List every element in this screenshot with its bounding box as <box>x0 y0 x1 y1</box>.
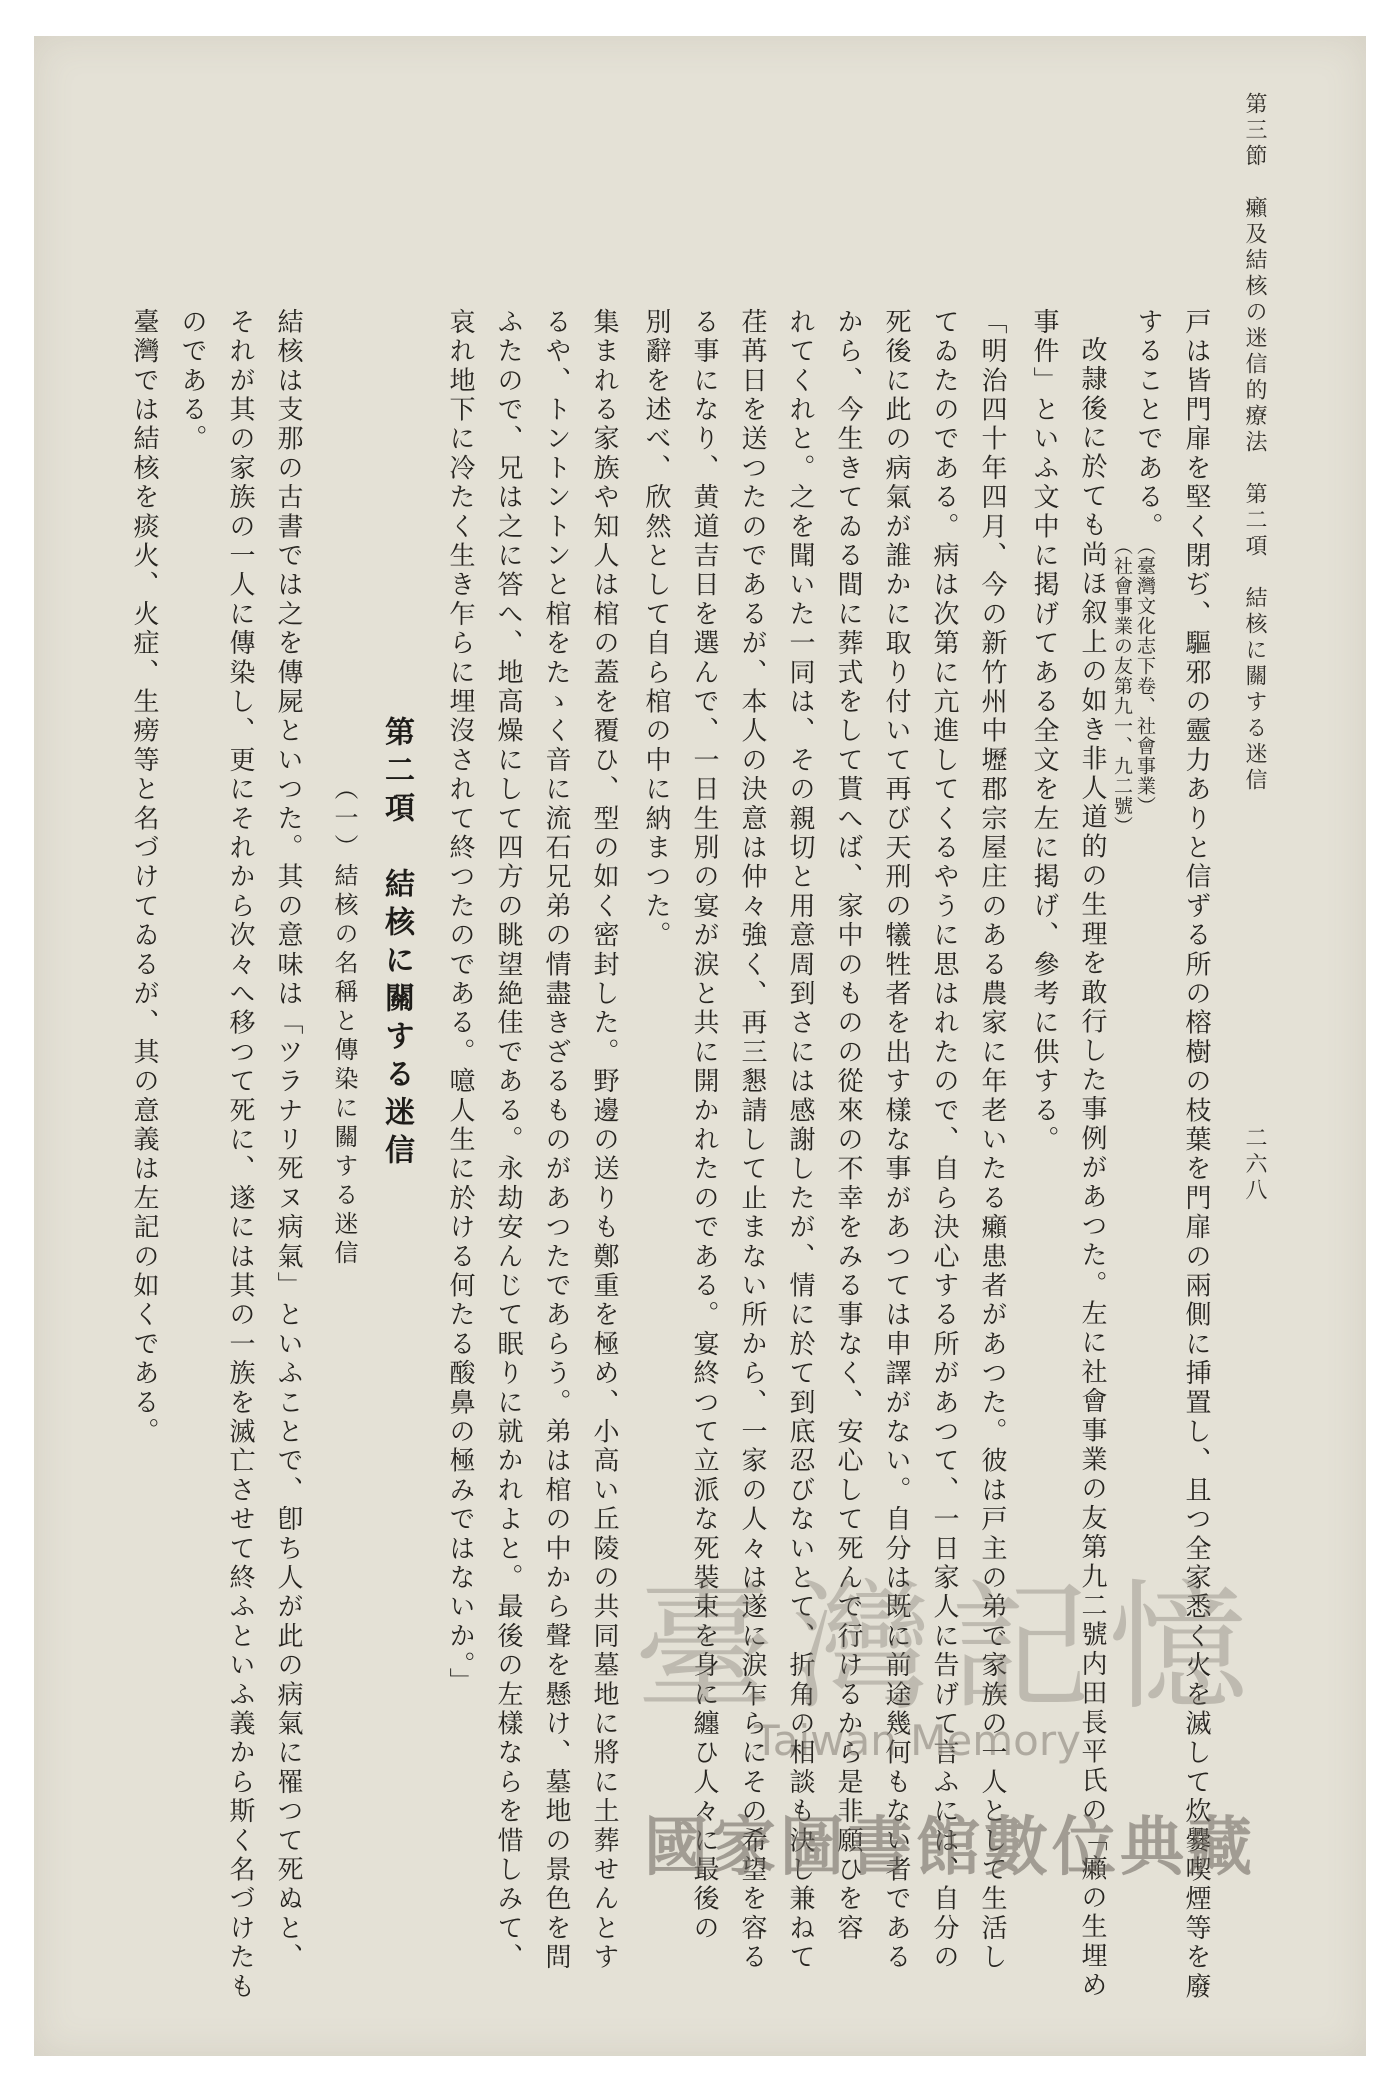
watermark-latin-text: Taiwan Memory <box>754 1716 1081 1765</box>
body-column: 事件」といふ文中に掲げてある全文を左に掲げ、參考に供する。 <box>1029 308 1059 1155</box>
body-column: てゐたのである。病は次第に亢進してくるやうに思はれたので、自ら決心する所があつて、一日家人に告げて言ふには、自分の <box>929 308 959 1973</box>
subsection-title: （一）結核の名稱と傳染に關する迷信 <box>330 776 358 1269</box>
body-column: ふたので、兄は之に答へ、地高燥にして四方の眺望絶佳である。永劫安んじて眠りに就かれよと。最後の左樣ならを惜しみて、 <box>493 308 523 1973</box>
body-column: 「明治四十年四月、今の新竹州中壢郡宗屋庄のある農家に年老いたる癩患者があつた。彼は戸主の弟で家族の一人として生活し <box>977 308 1007 1973</box>
body-column: 結核は支那の古書では之を傳屍といつた。其の意味は「ツラナリ死ヌ病氣」といふことで、卽ち人が此の病氣に罹つて死ぬと、 <box>273 308 303 1973</box>
body-column: それが其の家族の一人に傳染し、更にそれから次々へ移つて死に、遂には其の一族を滅亡させて終ふといふ義から斯く名づけたも <box>225 308 255 2002</box>
body-column: るや、トントントンと棺をたゝく音に流石兄弟の情盡きざるものがあつたであらう。弟は棺の中から聲を懸け、墓地の景色を問 <box>541 308 571 1973</box>
running-head: 第三節 癩及結核の迷信的療法 第二項 結核に關する迷信 <box>1242 92 1267 794</box>
body-column: 別辭を述べ、欣然として自ら棺の中に納まつた。 <box>641 308 671 951</box>
body-column: から、今生きてゐる間に葬式をして貰へば、家中のものの從來の不幸をみる事なく、安心して死んで行けるから是非願ひを容 <box>833 308 863 1944</box>
body-column: 戸は皆門扉を堅く閉ぢ、驅邪の靈力ありと信ずる所の榕樹の枝葉を門扉の兩側に挿置し、且つ全家悉く火を滅して炊爨喫煙等を廢 <box>1181 308 1211 2002</box>
body-column: 臺灣では結核を痰火、火症、生痨等と名づけてゐるが、其の意義は左記の如くである。 <box>129 308 159 1447</box>
section-title: 第二項 結核に關する迷信 <box>379 716 414 1172</box>
page-number: 二六八 <box>1242 1126 1267 1204</box>
body-column: 荏苒日を送つたのであるが、本人の決意は仲々強く、再三懇請して止まない所から、一家の人々は遂に涙乍らにその希望を容る <box>737 308 767 1973</box>
watermark-library-name: 國家圖書館數位典藏 <box>644 1811 1256 1885</box>
body-column: る事になり、黄道吉日を選んで、一日生別の宴が涙と共に開かれたのである。宴終つて立派な死裝束を身に纏ひ人々に最後の <box>689 308 719 1944</box>
body-column: れてくれと。之を聞いた一同は、その親切と用意周到さには感謝したが、情に於て到底忍びないとて、折角の相談も決し兼ねて <box>785 308 815 1973</box>
body-column: することである。 <box>1133 308 1163 542</box>
citation: （臺灣文化志下卷、社會事業） <box>1134 536 1156 816</box>
citation: （社會事業の友第九一、九二號） <box>1111 536 1133 836</box>
body-column: 改隷後に於ても尚ほ叙上の如き非人道的の生理を敢行した事例があつた。左に社會事業の友第九二號内田長平氏の「癩の生埋め <box>1077 336 1107 2001</box>
watermark-logo: 臺灣記憶 <box>634 1567 1267 1730</box>
body-column: 哀れ地下に冷たく生き乍らに埋沒されて終つたのである。噫人生に於ける何たる酸鼻の極みではないか。」 <box>445 308 475 1697</box>
body-column: 集まれる家族や知人は棺の蓋を覆ひ、型の如く密封した。野邊の送りも鄭重を極め、小高い丘陵の共同墓地に將に土葬せんとす <box>589 308 619 1973</box>
body-column: 死後に此の病氣が誰かに取り付いて再び天刑の犧牲者を出す樣な事があつては申譯がない。自分は既に前途幾何もない者である <box>881 308 911 1973</box>
body-column: のである。 <box>177 308 207 454</box>
book-page <box>34 36 1366 2056</box>
